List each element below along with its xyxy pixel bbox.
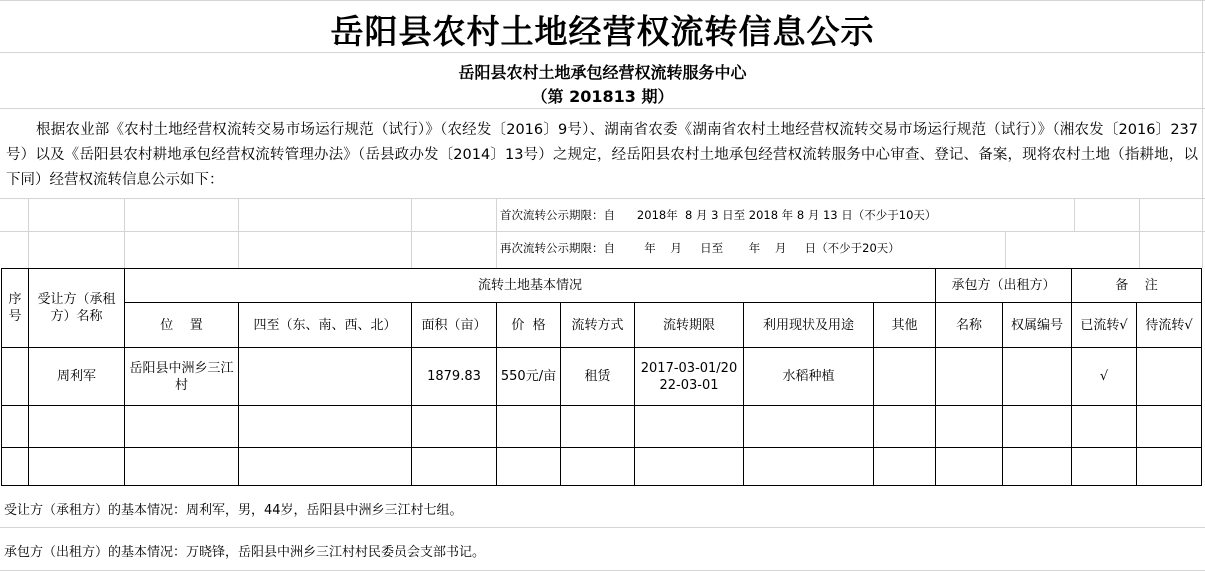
header-price: 价 格: [497, 303, 561, 348]
cell-boundaries: [239, 406, 412, 448]
header-other: 其他: [874, 303, 936, 348]
header-term: 流转期限: [635, 303, 744, 348]
cell-transferred: [1072, 448, 1137, 486]
header-transferee: 受让方（承租方）名称: [29, 269, 125, 348]
cell-ownership-no: [1003, 348, 1072, 406]
page-subtitle: 岳阳县农村土地承包经营权流转服务中心: [458, 63, 747, 82]
table-row: [2, 448, 1202, 486]
cell-other: [874, 348, 936, 406]
cell-boundaries: [239, 348, 412, 406]
table-row: [2, 406, 1202, 448]
second-notice-row: [0, 231, 1205, 264]
cell-term: [635, 406, 744, 448]
header-usage: 利用现状及用途: [744, 303, 874, 348]
cell-seq: [2, 406, 29, 448]
cell-location: 岳阳县中洲乡三江村: [125, 348, 239, 406]
cell-transferee: [29, 406, 125, 448]
cell-area: 1879.83: [412, 348, 497, 406]
cell-price: [497, 448, 561, 486]
cell-location: [125, 406, 239, 448]
cell-transferee: [29, 448, 125, 486]
cell-area: [412, 448, 497, 486]
cell-usage: [744, 406, 874, 448]
transferee-info: 受让方（承租方）的基本情况：周利军，男，44岁，岳阳县中洲乡三江村七组。: [4, 503, 463, 518]
cell-price: [497, 406, 561, 448]
cell-price: 550元/亩: [497, 348, 561, 406]
cell-method: [561, 406, 635, 448]
cell-method: 租赁: [561, 348, 635, 406]
cell-usage: [744, 448, 874, 486]
header-remarks: 备 注: [1072, 269, 1202, 303]
first-notice-period: 首次流转公示期限：自 2018年 8 月 3 日至 2018 年 8 月 13 日（不少于10天）: [500, 208, 937, 222]
issue-period: （第 201813 期）: [531, 87, 674, 106]
cell-other: [874, 406, 936, 448]
cell-seq: [2, 348, 29, 406]
header-contractor: 承包方（出租方）: [936, 269, 1072, 303]
header-pending: 待流转√: [1137, 303, 1202, 348]
header-seq: 序号: [2, 269, 29, 348]
table-row: [2, 348, 1202, 406]
grid-line: [0, 527, 1205, 528]
cell-transferred: √: [1072, 348, 1137, 406]
header-location: 位 置: [125, 303, 239, 348]
cell-name: [936, 448, 1003, 486]
second-notice-period: 再次流转公示期限：自 年 月 日至 年 月 日（不少于20天）: [500, 241, 900, 255]
cell-other: [874, 448, 936, 486]
cell-location: [125, 448, 239, 486]
cell-boundaries: [239, 448, 412, 486]
contractor-info: 承包方（出租方）的基本情况：万晓锋，岳阳县中洲乡三江村村民委员会支部书记。: [4, 545, 486, 560]
cell-seq: [2, 448, 29, 486]
header-boundaries: 四至（东、南、西、北）: [239, 303, 412, 348]
table-header-row: [2, 269, 1202, 303]
cell-area: [412, 406, 497, 448]
cell-transferee: 周利军: [29, 348, 125, 406]
table-subheader-row: [2, 303, 1202, 348]
cell-usage: 水稻种植: [744, 348, 874, 406]
grid-line: [0, 570, 1205, 571]
cell-ownership-no: [1003, 448, 1072, 486]
cell-term: 2017-03-01/2022-03-01: [635, 348, 744, 406]
cell-ownership-no: [1003, 406, 1072, 448]
page-title: 岳阳县农村土地经营权流转信息公示: [330, 12, 875, 51]
header-transferred: 已流转√: [1072, 303, 1137, 348]
cell-method: [561, 448, 635, 486]
cell-term: [635, 448, 744, 486]
first-notice-row: [0, 198, 1205, 231]
cell-transferred: [1072, 406, 1137, 448]
cell-name: [936, 348, 1003, 406]
grid-line: [0, 0, 1205, 1]
intro-paragraph: 根据农业部《农村土地经营权流转交易市场运行规范（试行）》（农经发〔2016〕9号）、湖南省农委《湖南省农村土地经营权流转交易市场运行规范（试行）》（湘农发〔2016〕237号）以及《岳阳县农村耕地承包经营权流转管理办法》（岳县政办发〔2014〕13号）之规定，经岳阳县农村土地承包经营权流转服务中心审查、登记、备案，现将农村土地（指耕地，以下同）经营权流转信息公示如下：: [6, 122, 1198, 188]
cell-pending: [1137, 348, 1202, 406]
header-land-basic: 流转土地基本情况: [125, 269, 936, 303]
cell-pending: [1137, 406, 1202, 448]
cell-pending: [1137, 448, 1202, 486]
header-ownership-no: 权属编号: [1003, 303, 1072, 348]
header-name: 名称: [936, 303, 1003, 348]
grid-line: [0, 108, 1205, 109]
header-area: 面积（亩）: [412, 303, 497, 348]
cell-name: [936, 406, 1003, 448]
land-transfer-table: [1, 268, 1202, 486]
header-method: 流转方式: [561, 303, 635, 348]
